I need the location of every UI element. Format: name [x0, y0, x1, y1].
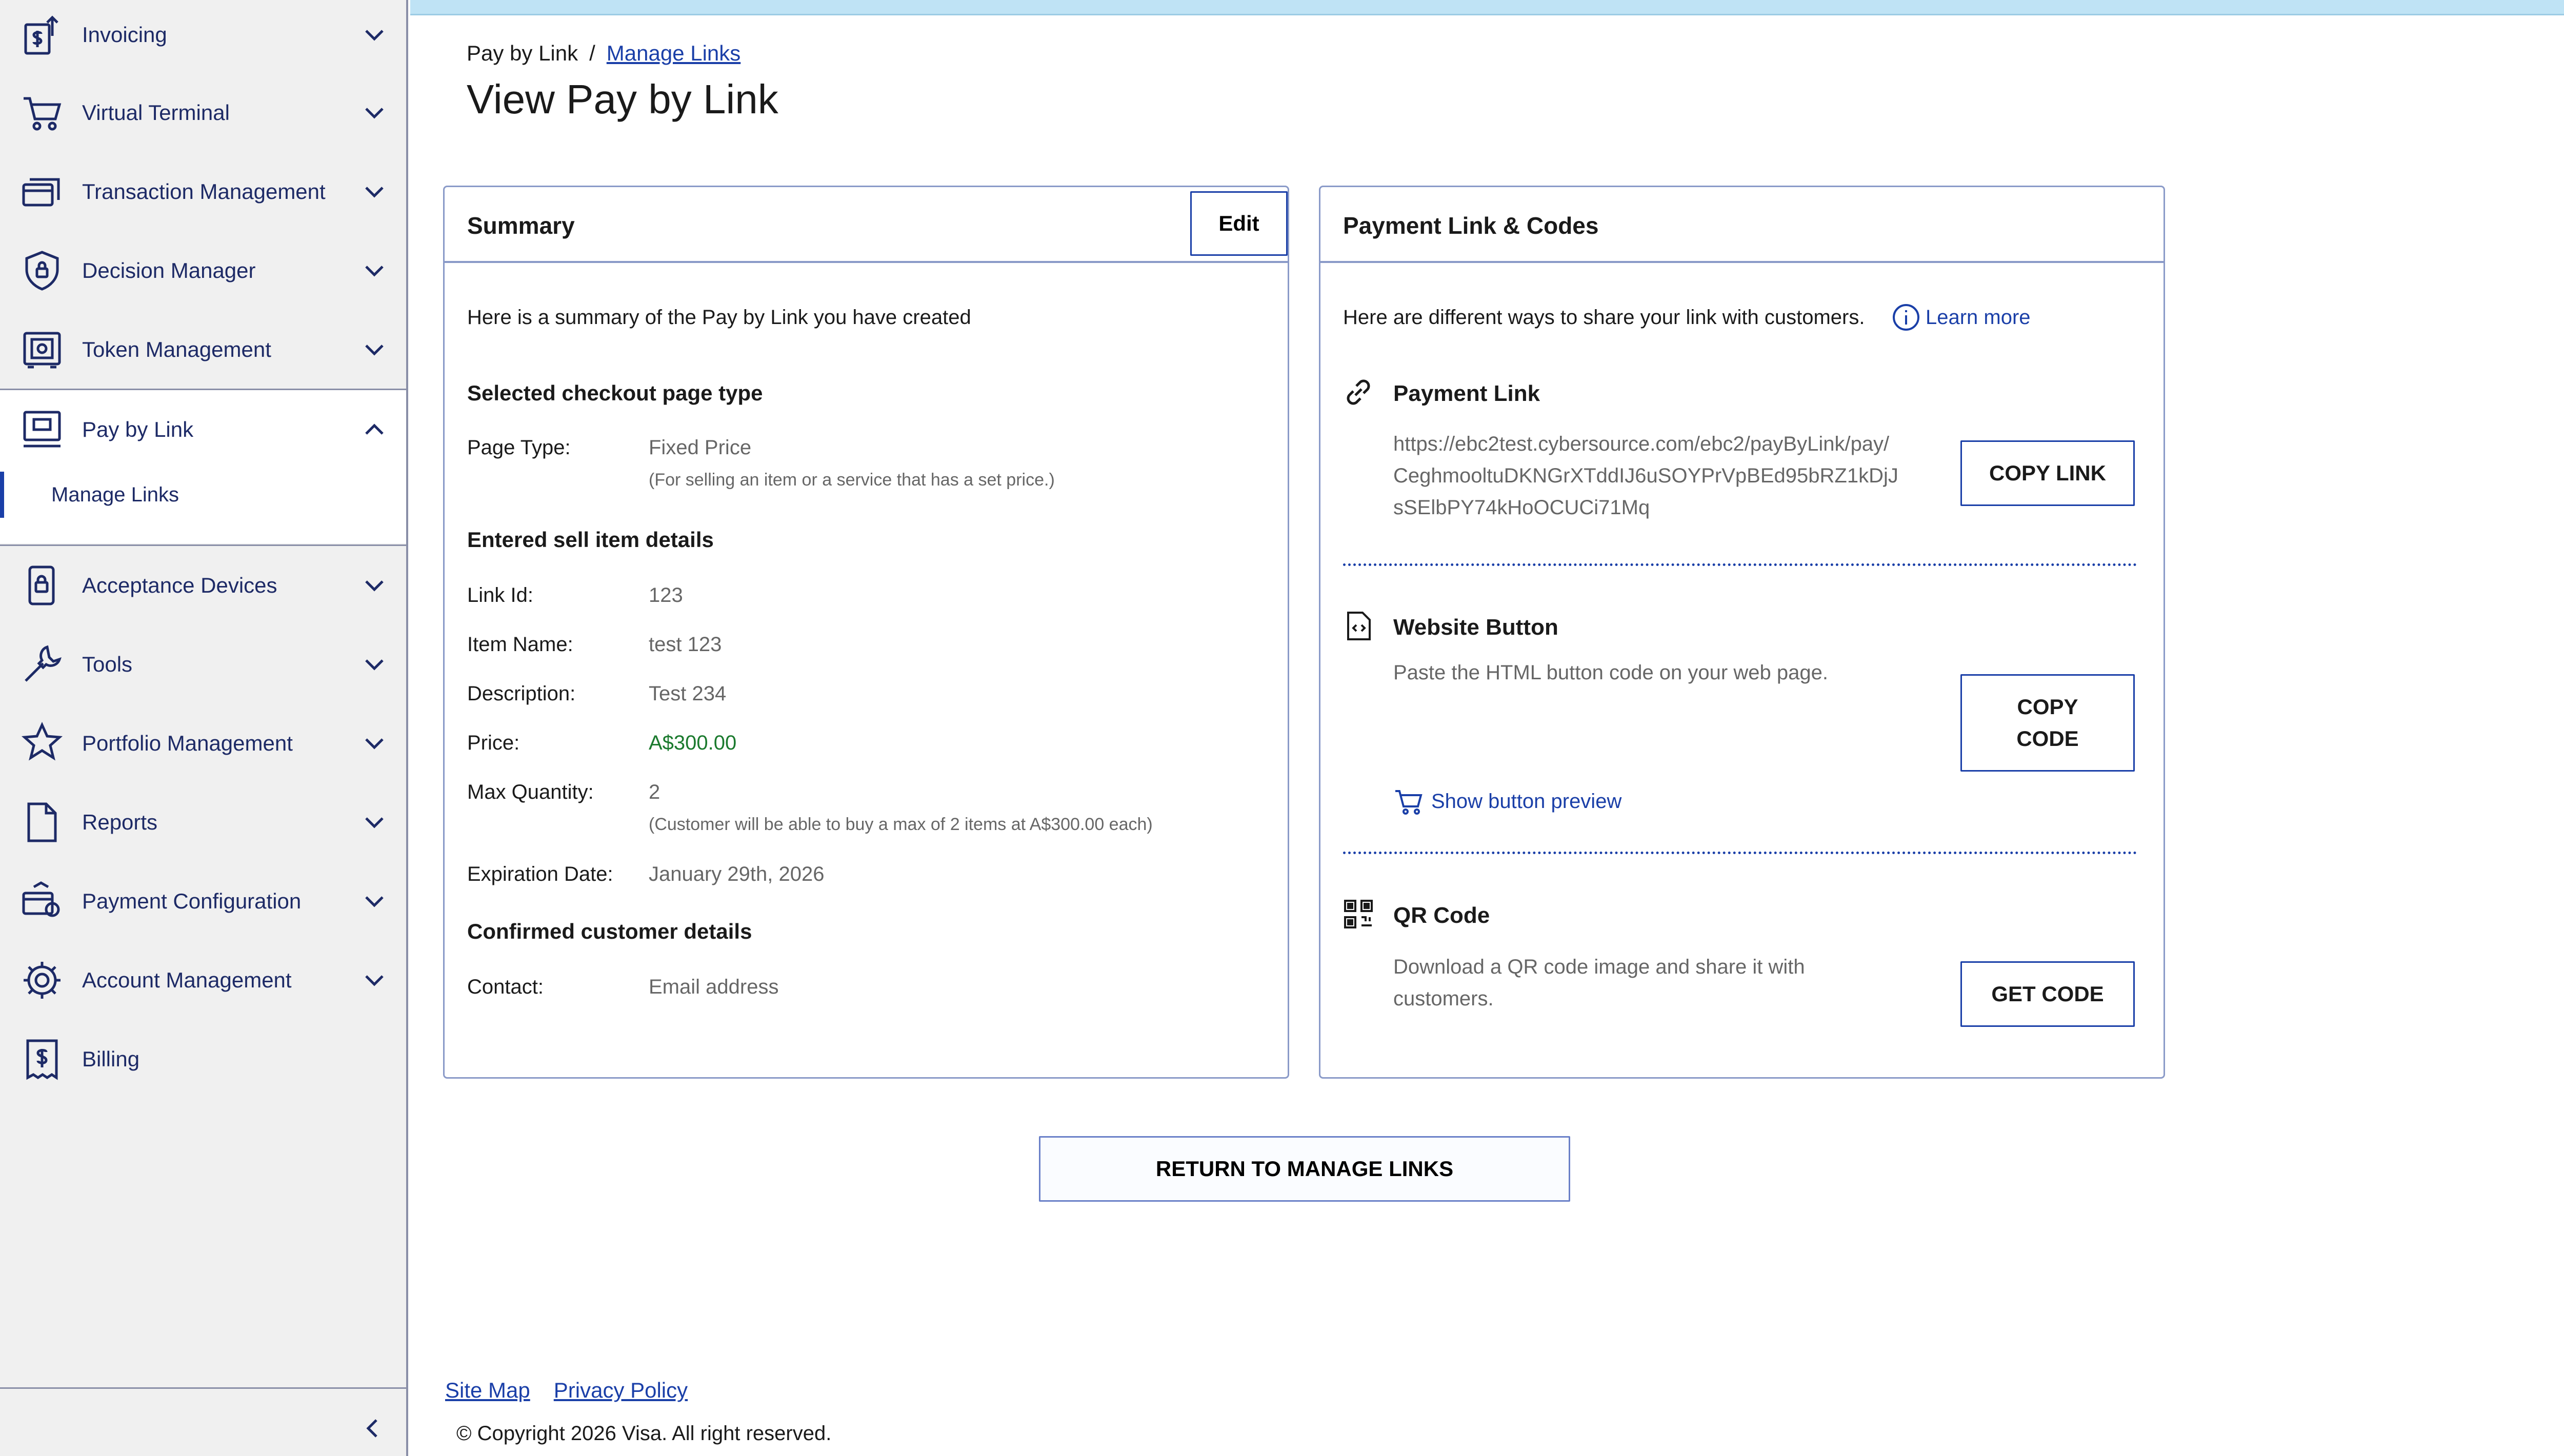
privacy-policy-link[interactable]: Privacy Policy [553, 1378, 688, 1402]
receipt-dollar-icon [21, 1038, 64, 1081]
copyright: © Copyright 2026 Visa. All right reserved. [456, 1422, 832, 1445]
qr-code-description-line: customers. [1393, 987, 1494, 1010]
qr-code-icon [1343, 899, 1374, 929]
copy-code-line: CODE [2016, 726, 2079, 751]
contact-value: Email address [649, 976, 779, 998]
page-type-value: Fixed Price [649, 436, 752, 459]
section-customer-heading: Confirmed customer details [467, 919, 752, 943]
link-id-label: Link Id: [467, 584, 533, 606]
sidebar-divider [0, 389, 406, 390]
sidebar-item-pay-by-link[interactable] [0, 391, 406, 469]
sidebar [0, 0, 408, 1456]
sidebar-item-label: Decision Manager [82, 258, 256, 282]
copy-code-button[interactable] [1960, 674, 2135, 772]
chevron-down-icon[interactable] [361, 336, 388, 363]
chevron-down-icon[interactable] [361, 809, 388, 836]
contact-label: Contact: [467, 976, 544, 998]
section-separator [1343, 563, 2137, 566]
info-icon [1892, 303, 1920, 332]
page-type-note: (For selling an item or a service that has a set price.) [649, 470, 1055, 490]
return-to-manage-links-button[interactable]: RETURN TO MANAGE LINKS [1039, 1136, 1570, 1202]
chevron-down-icon[interactable] [361, 967, 388, 994]
sidebar-item-decision-manager[interactable] [0, 232, 406, 310]
sidebar-item-payment-configuration[interactable] [0, 862, 406, 940]
section-separator [1343, 852, 2137, 854]
token-safe-icon [21, 328, 64, 371]
learn-more-label: Learn more [1926, 306, 2031, 329]
link-chain-icon [1343, 377, 1374, 408]
payment-link-url-line: CeghmooltuDKNGrXTddIJ6uSOYPrVpBEd95bRZ1kDjJ [1393, 464, 1898, 487]
sidebar-item-acceptance-devices[interactable] [0, 547, 406, 624]
cards-stack-icon [21, 170, 64, 213]
sidebar-item-invoicing[interactable] [0, 0, 406, 74]
breadcrumb-separator: / [589, 41, 595, 65]
expiration-date-value: January 29th, 2026 [649, 863, 825, 885]
link-id-value: 123 [649, 584, 683, 606]
wrench-icon [21, 643, 64, 686]
payment-link-intro: Here are different ways to share your link with customers. [1343, 306, 1865, 329]
sidebar-subitem-manage-links[interactable] [0, 472, 406, 518]
breadcrumb-current: Pay by Link [467, 41, 578, 65]
payment-link-url-line: https://ebc2test.cybersource.com/ebc2/payByLink/pay/ [1393, 433, 1890, 455]
code-file-icon [1343, 611, 1374, 641]
payment-link-card [1319, 186, 2165, 1079]
payment-link-url [1393, 428, 1898, 523]
sidebar-item-label: Pay by Link [82, 417, 194, 441]
section-checkout-heading: Selected checkout page type [467, 381, 763, 405]
sidebar-item-label: Acceptance Devices [82, 573, 277, 597]
collapse-sidebar-icon[interactable] [359, 1415, 386, 1442]
device-lock-icon [21, 564, 64, 607]
chevron-down-icon[interactable] [361, 22, 388, 48]
sidebar-divider [0, 1387, 406, 1389]
sidebar-divider [0, 544, 406, 546]
qr-code-description [1393, 951, 1805, 1015]
copy-code-line: COPY [2017, 695, 2078, 719]
star-person-icon [21, 722, 64, 765]
max-quantity-label: Max Quantity: [467, 781, 594, 803]
shopping-cart-icon [21, 91, 64, 134]
pay-by-link-icon [21, 408, 64, 451]
sidebar-item-label: Portfolio Management [82, 731, 293, 755]
sidebar-item-reports[interactable] [0, 783, 406, 861]
get-code-button[interactable]: GET CODE [1960, 961, 2135, 1027]
sidebar-item-portfolio-management[interactable] [0, 704, 406, 782]
website-button-description: Paste the HTML button code on your web page. [1393, 661, 1828, 684]
chevron-down-icon[interactable] [361, 651, 388, 678]
sidebar-item-virtual-terminal[interactable] [0, 74, 406, 152]
description-label: Description: [467, 682, 576, 705]
price-value: A$300.00 [649, 732, 737, 754]
qr-code-title: QR Code [1393, 903, 1490, 928]
sidebar-item-label: Payment Configuration [82, 889, 302, 913]
sidebar-item-token-management[interactable] [0, 311, 406, 389]
breadcrumb [467, 41, 740, 66]
shield-lock-icon [21, 249, 64, 292]
sidebar-item-label: Tools [82, 652, 133, 676]
sidebar-item-label: Virtual Terminal [82, 100, 230, 125]
item-name-value: test 123 [649, 633, 722, 656]
cart-icon [1393, 786, 1424, 817]
sidebar-item-label: Reports [82, 810, 158, 834]
card-gear-icon [21, 880, 64, 923]
chevron-down-icon[interactable] [361, 572, 388, 599]
sidebar-item-account-management[interactable] [0, 941, 406, 1019]
summary-intro: Here is a summary of the Pay by Link you have created [467, 306, 971, 329]
top-banner [410, 0, 2564, 15]
chevron-down-icon[interactable] [361, 730, 388, 757]
show-button-preview-label: Show button preview [1431, 790, 1622, 813]
sidebar-item-label: Token Management [82, 337, 271, 361]
chevron-down-icon[interactable] [361, 888, 388, 915]
invoice-dollar-upload-icon [21, 13, 64, 56]
payment-link-card-header [1320, 187, 2164, 263]
sidebar-item-label: Transaction Management [82, 179, 326, 204]
footer-links [445, 1378, 711, 1403]
summary-card [443, 186, 1289, 1079]
max-quantity-value: 2 [649, 781, 660, 803]
payment-link-title: Payment Link [1393, 381, 1540, 406]
sidebar-item-tools[interactable] [0, 625, 406, 703]
summary-card-header [445, 187, 1288, 263]
expiration-date-label: Expiration Date: [467, 863, 613, 885]
qr-code-description-line: Download a QR code image and share it with [1393, 956, 1805, 978]
page-type-label: Page Type: [467, 436, 571, 459]
breadcrumb-link-manage-links[interactable]: Manage Links [606, 41, 741, 65]
price-label: Price: [467, 732, 520, 754]
payment-link-url-line: sSElbPY74kHoOCUCi71Mq [1393, 496, 1650, 519]
summary-title: Summary [467, 212, 575, 239]
chevron-up-icon[interactable] [361, 416, 388, 443]
section-item-heading: Entered sell item details [467, 528, 714, 552]
document-icon [21, 801, 64, 844]
edit-button[interactable]: Edit [1190, 191, 1288, 256]
max-quantity-note: (Customer will be able to buy a max of 2 items at A$300.00 each) [649, 815, 1153, 834]
chevron-down-icon[interactable] [361, 257, 388, 284]
sidebar-item-billing[interactable] [0, 1020, 406, 1098]
show-button-preview-link[interactable] [1393, 786, 1621, 817]
item-name-label: Item Name: [467, 633, 573, 656]
description-value: Test 234 [649, 682, 727, 705]
copy-link-button[interactable]: COPY LINK [1960, 440, 2135, 506]
website-button-title: Website Button [1393, 615, 1558, 640]
gear-icon [21, 959, 64, 1002]
sidebar-item-transaction-management[interactable] [0, 153, 406, 231]
active-indicator [0, 472, 4, 518]
site-map-link[interactable]: Site Map [445, 1378, 530, 1402]
page-title: View Pay by Link [467, 76, 778, 122]
sidebar-item-label: Invoicing [82, 23, 167, 47]
sidebar-item-label: Account Management [82, 968, 292, 992]
sidebar-subitem-label: Manage Links [51, 483, 179, 506]
payment-link-card-title: Payment Link & Codes [1343, 212, 1599, 239]
sidebar-item-label: Billing [82, 1047, 140, 1071]
chevron-down-icon[interactable] [361, 178, 388, 205]
learn-more-link[interactable] [1892, 303, 2031, 332]
chevron-down-icon[interactable] [361, 99, 388, 126]
